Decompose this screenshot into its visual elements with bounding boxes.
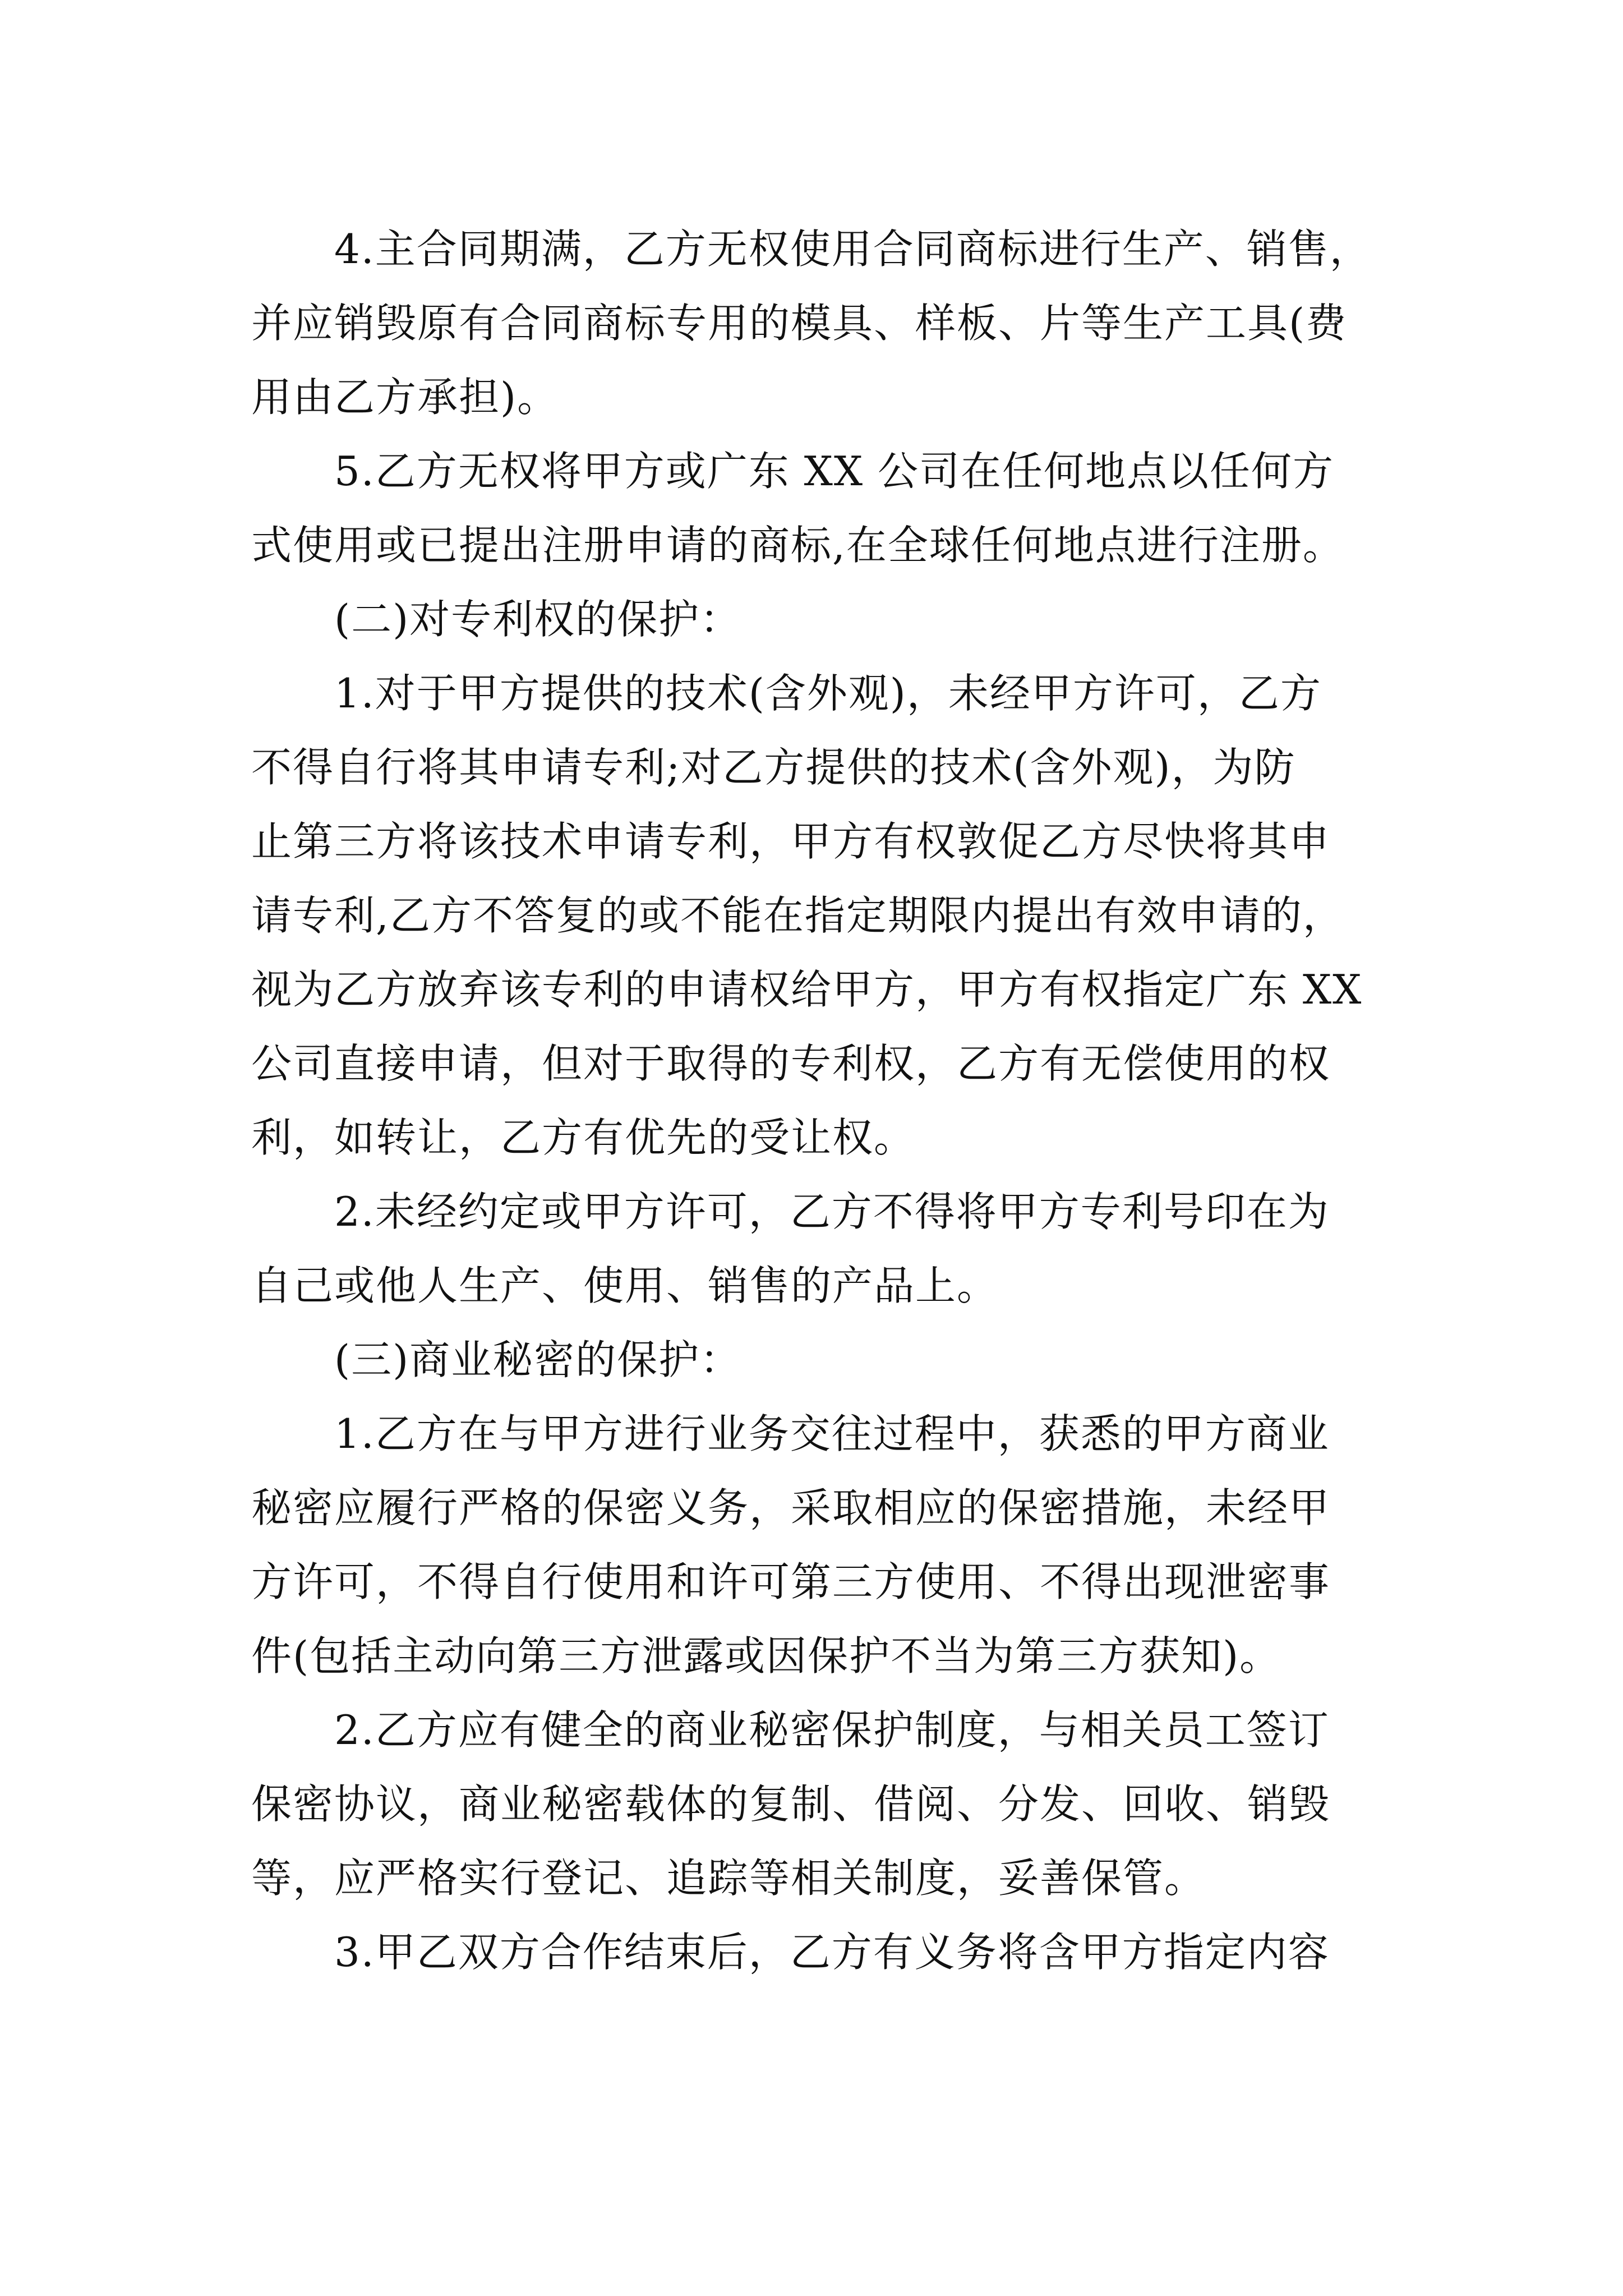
text-line: 1.乙方在与甲方进行业务交往过程中，获悉的甲方商业 [334, 1410, 1330, 1457]
text-line: 用由乙方承担)。 [251, 374, 559, 421]
text-line: 公司直接申请，但对于取得的专利权，乙方有无偿使用的权 [251, 1040, 1331, 1087]
section-heading: (二)对专利权的保护： [334, 596, 742, 643]
text-line: 5.乙方无权将甲方或广东 XX 公司在任何地点以任何方 [334, 448, 1334, 495]
text-line: 自己或他人生产、使用、销售的产品上。 [251, 1262, 999, 1309]
text-line: 视为乙方放弃该专利的申请权给甲方，甲方有权指定广东 XX [251, 966, 1363, 1013]
text-line: 保密协议，商业秘密载体的复制、借阅、分发、回收、销毁 [251, 1780, 1331, 1828]
text-line: 1.对于甲方提供的技术(含外观)，未经甲方许可，乙方 [334, 670, 1322, 717]
text-line: 并应销毁原有合同商标专用的模具、样板、片等生产工具(费 [251, 300, 1348, 347]
text-line: 请专利,乙方不答复的或不能在指定期限内提出有效申请的， [251, 892, 1344, 939]
text-line: 方许可，不得自行使用和许可第三方使用、不得出现泄密事 [251, 1558, 1331, 1605]
text-line: 2.乙方应有健全的商业秘密保护制度，与相关员工签订 [334, 1706, 1330, 1754]
text-line: 4.主合同期满，乙方无权使用合同商标进行生产、销售， [334, 226, 1371, 273]
text-line: 秘密应履行严格的保密义务，采取相应的保密措施，未经甲 [251, 1484, 1331, 1531]
text-line: 2.未经约定或甲方许可，乙方不得将甲方专利号印在为 [334, 1188, 1330, 1235]
text-line: 止第三方将该技术申请专利，甲方有权敦促乙方尽快将其申 [251, 818, 1331, 865]
text-line: 件(包括主动向第三方泄露或因保护不当为第三方获知)。 [251, 1632, 1281, 1680]
text-line: 3.甲乙双方合作结束后，乙方有义务将含甲方指定内容 [334, 1929, 1330, 1976]
text-line: 式使用或已提出注册申请的商标,在全球任何地点进行注册。 [251, 522, 1344, 569]
text-line: 不得自行将其申请专利;对乙方提供的技术(含外观)，为防 [251, 744, 1296, 791]
text-line: 等，应严格实行登记、追踪等相关制度，妥善保管。 [251, 1855, 1206, 1902]
document-body [251, 212, 1378, 1989]
section-heading: (三)商业秘密的保护： [334, 1336, 742, 1383]
text-line: 利，如转让，乙方有优先的受让权。 [251, 1114, 916, 1161]
